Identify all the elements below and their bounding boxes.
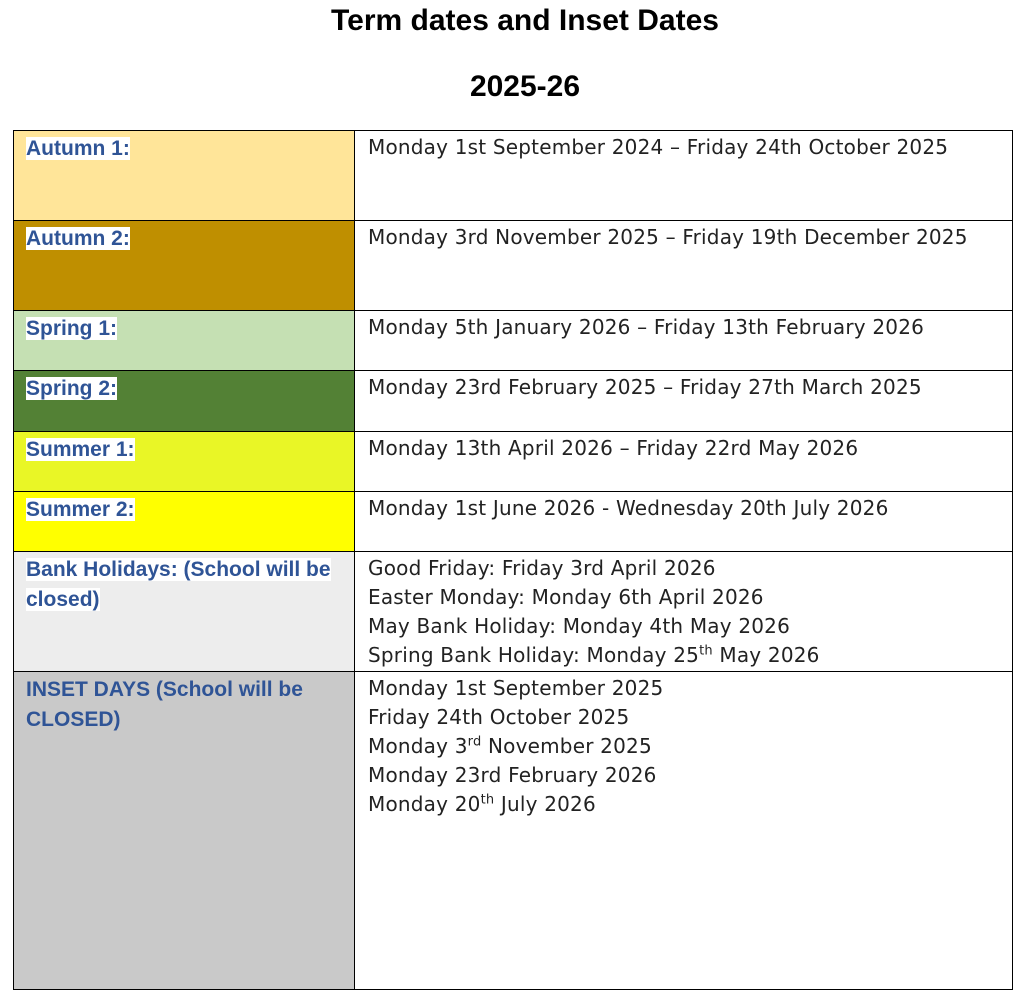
term-label-summer-1: Summer 1: <box>26 438 135 461</box>
term-label-summer-2: Summer 2: <box>26 498 135 521</box>
bank-holiday-spring <box>368 641 1000 670</box>
inset-day-3-ordinal: rd <box>467 734 482 750</box>
term-dates-summer-1: Monday 13th April 2026 – Friday 22rd May 2026 <box>368 436 859 460</box>
inset-days-dates-cell <box>355 672 1013 990</box>
inset-days-label: INSET DAYS (School will be CLOSED) <box>26 678 303 731</box>
bank-holidays-label-cell <box>14 552 355 672</box>
term-label-autumn-2: Autumn 2: <box>26 227 130 250</box>
term-dates-table <box>13 130 1013 990</box>
inset-day-5-suffix: July 2026 <box>494 792 596 816</box>
academic-year: 2025-26 <box>469 70 581 103</box>
page-title: Term dates and Inset Dates <box>331 4 719 37</box>
bank-holidays-dates-cell <box>355 552 1013 672</box>
inset-day-5-ordinal: th <box>480 792 495 808</box>
inset-day-5-prefix: Monday 20 <box>368 792 481 816</box>
table-row-summer-1 <box>14 432 1013 492</box>
bank-holiday-may: May Bank Holiday: Monday 4th May 2026 <box>368 614 791 638</box>
table-row-inset-days <box>14 672 1013 990</box>
table-row-spring-1 <box>14 311 1013 371</box>
inset-day-4: Monday 23rd February 2026 <box>368 763 657 787</box>
table-row-spring-2 <box>14 371 1013 432</box>
term-label-cell-summer-2 <box>14 492 355 552</box>
inset-days-label-cell <box>14 672 355 990</box>
inset-day-1: Monday 1st September 2025 <box>368 676 664 700</box>
term-dates-cell-summer-1 <box>355 432 1013 492</box>
table-row-summer-2 <box>14 492 1013 552</box>
term-label-spring-2: Spring 2: <box>26 377 118 400</box>
term-dates-cell-summer-2 <box>355 492 1013 552</box>
term-dates-cell-autumn-2 <box>355 221 1013 311</box>
term-label-spring-1: Spring 1: <box>26 317 118 340</box>
bank-holidays-label: Bank Holidays: (School will be closed) <box>26 558 331 611</box>
term-dates-spring-1: Monday 5th January 2026 – Friday 13th February 2026 <box>368 315 925 339</box>
inset-day-3-prefix: Monday 3 <box>368 734 468 758</box>
term-label-cell-autumn-1 <box>14 131 355 221</box>
table-row-autumn-1 <box>14 131 1013 221</box>
bank-holiday-spring-suffix: May 2026 <box>712 643 820 667</box>
inset-day-2: Friday 24th October 2025 <box>368 705 630 729</box>
term-dates-autumn-1: Monday 1st September 2024 – Friday 24th October 2025 <box>368 135 949 159</box>
term-label-cell-summer-1 <box>14 432 355 492</box>
term-label-cell-spring-2 <box>14 371 355 432</box>
term-label-cell-autumn-2 <box>14 221 355 311</box>
term-dates-cell-autumn-1 <box>355 131 1013 221</box>
bank-holiday-spring-ordinal: th <box>699 643 713 659</box>
term-label-autumn-1: Autumn 1: <box>26 137 130 160</box>
inset-day-3-suffix: November 2025 <box>481 734 652 758</box>
table-row-bank-holidays <box>14 552 1013 672</box>
term-dates-autumn-2: Monday 3rd November 2025 – Friday 19th December 2025 <box>368 225 968 249</box>
term-dates-spring-2: Monday 23rd February 2025 – Friday 27th March 2025 <box>368 375 922 399</box>
inset-day-5 <box>368 790 1000 819</box>
term-label-cell-spring-1 <box>14 311 355 371</box>
bank-holiday-spring-prefix: Spring Bank Holiday: Monday 25 <box>368 643 700 667</box>
table-row-autumn-2 <box>14 221 1013 311</box>
bank-holiday-good-friday: Good Friday: Friday 3rd April 2026 <box>368 556 716 580</box>
inset-day-3 <box>368 732 1000 761</box>
bank-holiday-easter-monday: Easter Monday: Monday 6th April 2026 <box>368 585 764 609</box>
term-dates-summer-2: Monday 1st June 2026 - Wednesday 20th July 2026 <box>368 496 889 520</box>
term-dates-cell-spring-1 <box>355 311 1013 371</box>
term-dates-cell-spring-2 <box>355 371 1013 432</box>
